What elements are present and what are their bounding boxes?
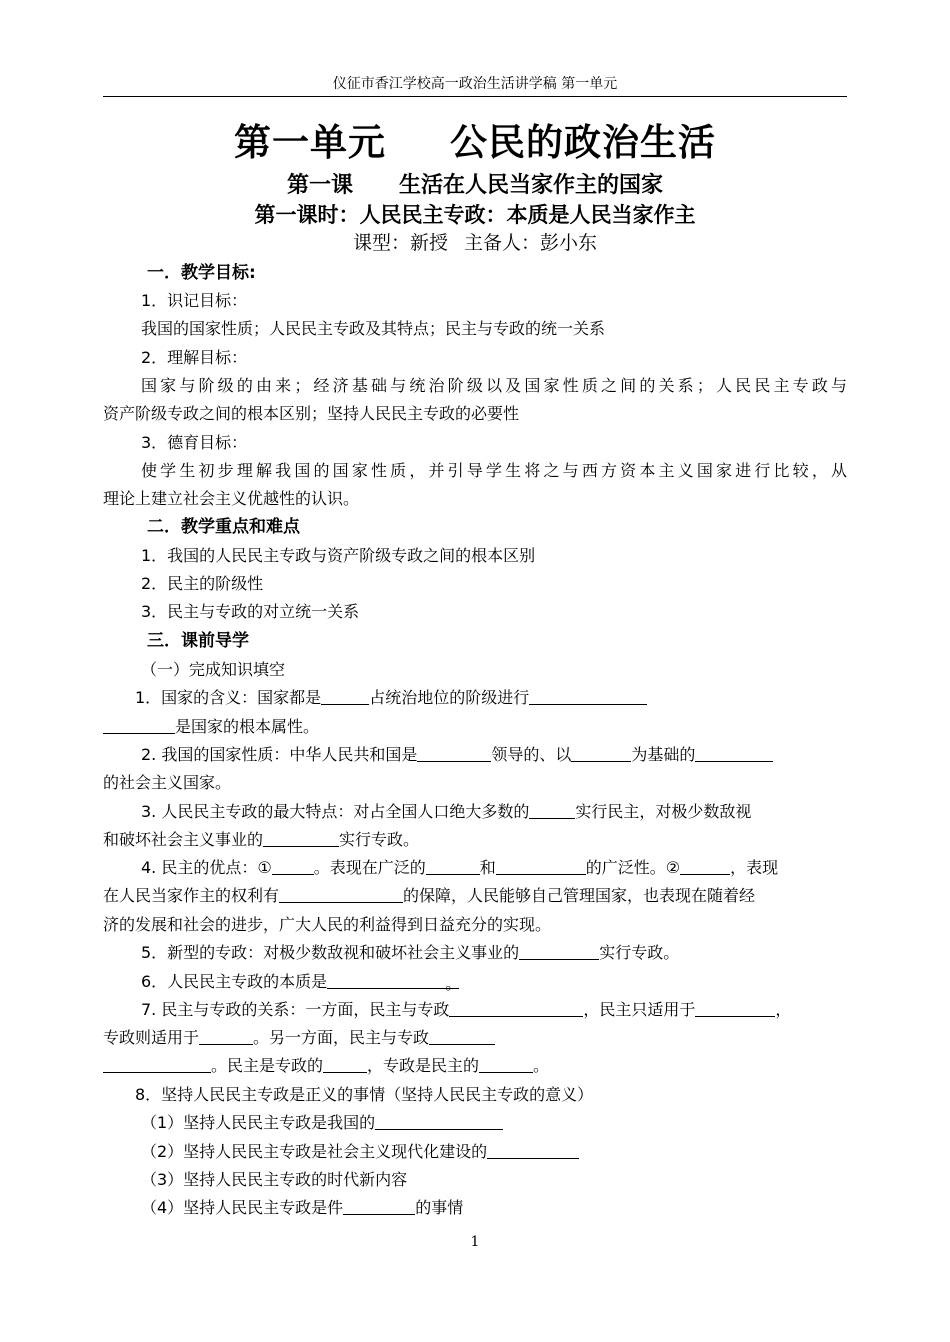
fill-blank[interactable] (199, 1026, 253, 1045)
unit-title (103, 118, 847, 168)
question-8-item-1: （1）坚持人民民主专政是我国的 (141, 1109, 885, 1137)
question-8: 8．坚持人民民主专政是正义的事情（坚持人民民主专政的意义） (135, 1085, 594, 1104)
key-point-3: 3．民主与专政的对立统一关系 (141, 602, 360, 621)
lesson-author: 主备人：彭小东 (464, 232, 598, 254)
fill-blank[interactable]: 。 (327, 970, 459, 989)
fill-blank[interactable] (279, 884, 403, 903)
lesson-type: 课型：新授 (352, 232, 448, 254)
question-8-item-2: （2）坚持人民民主专政是社会主义现代化建设的 (141, 1138, 885, 1166)
fill-blank[interactable] (496, 856, 586, 875)
fill-blank[interactable] (429, 1026, 495, 1045)
page-number: 1 (470, 1234, 480, 1250)
unit-title-part1: 第一单元 (234, 121, 386, 164)
goal-item-3-text-b: 理论上建立社会主义优越性的认识。 (103, 489, 360, 508)
fill-blank[interactable] (417, 743, 491, 762)
question-8-item-3: （3）坚持人民民主专政的时代新内容 (141, 1170, 408, 1189)
fill-blank[interactable] (343, 1196, 415, 1215)
lesson-meta (103, 229, 847, 257)
question-7-line-2: 专政则适用于 。另一方面，民主与专政 (103, 1024, 847, 1052)
fill-blank[interactable] (375, 1111, 503, 1130)
question-2-line-2: 的社会主义国家。 (103, 773, 232, 792)
fill-blank[interactable] (103, 715, 175, 734)
question-4-line-2: 在人民当家作主的权利有 的保障，人民能够自己管理国家，也表现在随着经 (103, 886, 756, 905)
fill-blank[interactable] (529, 686, 647, 705)
lesson-title-part1: 第一课 (286, 173, 353, 198)
section-heading-preview: 三．课前导学 (147, 631, 249, 651)
fill-blank[interactable] (449, 998, 583, 1017)
fill-blank[interactable] (103, 1054, 211, 1073)
question-4-line-1: 4. 民主的优点：① 。表现在广泛的 和 的广泛性。② ，表现 (141, 858, 779, 877)
fill-blank[interactable] (571, 743, 631, 762)
unit-title-part2: 公民的政治生活 (450, 121, 716, 164)
question-7-line-3: 。民主是专政的 ，专政是民主的 。 (103, 1052, 847, 1080)
goal-item-3: 3．德育目标： (141, 433, 248, 452)
lesson-title (103, 171, 847, 201)
question-3-line-1: 3. 人民民主专政的最大特点：对占全国人口绝大多数的 实行民主，对极少数敌视 (141, 802, 752, 821)
question-6: 6．人民民主专政的本质是 。 (141, 972, 462, 993)
header-rule (103, 96, 847, 97)
running-header: 仪征市香江学校高一政治生活讲学稿 第一单元 (332, 76, 618, 92)
fill-blank[interactable] (426, 856, 480, 875)
fill-blank[interactable] (479, 1054, 533, 1073)
question-4-line-3: 济的发展和社会的进步，广大人民的利益得到日益充分的实现。 (103, 915, 552, 934)
goal-item-3-text-a: 使学生初步理解我国的国家性质，并引导学生将之与西方资本主义国家进行比较，从 (141, 461, 847, 480)
question-8-item-4: （4）坚持人民民主专政是件 的事情 (141, 1198, 464, 1217)
question-5: 5．新型的专政：对极少数敌视和破坏社会主义事业的 实行专政。 (141, 943, 680, 962)
fill-blank[interactable] (263, 828, 339, 847)
fill-blank[interactable] (321, 686, 369, 705)
session-title: 第一课时：人民民主专政：本质是人民当家作主 (254, 203, 696, 227)
fill-blank[interactable] (272, 856, 314, 875)
fill-blank[interactable] (695, 998, 775, 1017)
fill-blank[interactable] (487, 1140, 579, 1159)
fill-blank[interactable] (529, 800, 575, 819)
question-2-line-1: 2. 我国的国家性质：中华人民共和国是 领导的、以 为基础的 (141, 741, 885, 769)
fill-blank[interactable] (519, 941, 599, 960)
fill-blank[interactable] (680, 856, 730, 875)
question-3-line-2: 和破坏社会主义事业的 实行专政。 (103, 830, 420, 849)
section-heading-goals: 一．教学目标: (147, 263, 256, 283)
goal-item-1-text: 我国的国家性质；人民民主专政及其特点；民主与专政的统一关系 (141, 319, 606, 338)
goal-item-2-text-b: 资产阶级专政之间的根本区别；坚持人民民主专政的必要性 (103, 404, 520, 423)
question-1-line-2: 是国家的根本属性。 (103, 713, 847, 741)
fill-blank[interactable] (695, 743, 773, 762)
fill-blank[interactable] (323, 1054, 367, 1073)
key-point-2: 2．民主的阶级性 (141, 574, 264, 593)
question-7-line-1: 7. 民主与专政的关系：一方面，民主与专政 ，民主只适用于 ， (141, 1000, 792, 1019)
question-1-line-1: 1．国家的含义：国家都是 占统治地位的阶级进行 (135, 684, 879, 712)
section-heading-key-points: 二．教学重点和难点 (147, 517, 300, 537)
goal-item-2: 2．理解目标： (141, 348, 248, 367)
goal-item-1: 1．识记目标： (141, 291, 248, 310)
key-point-1: 1．我国的人民民主专政与资产阶级专政之间的根本区别 (141, 546, 536, 565)
subsection-fill-blanks: （一）完成知识填空 (141, 660, 286, 679)
lesson-title-part2: 生活在人民当家作主的国家 (399, 173, 664, 198)
goal-item-2-text-a: 国家与阶级的由来；经济基础与统治阶级以及国家性质之间的关系；人民民主专政与 (141, 376, 847, 395)
